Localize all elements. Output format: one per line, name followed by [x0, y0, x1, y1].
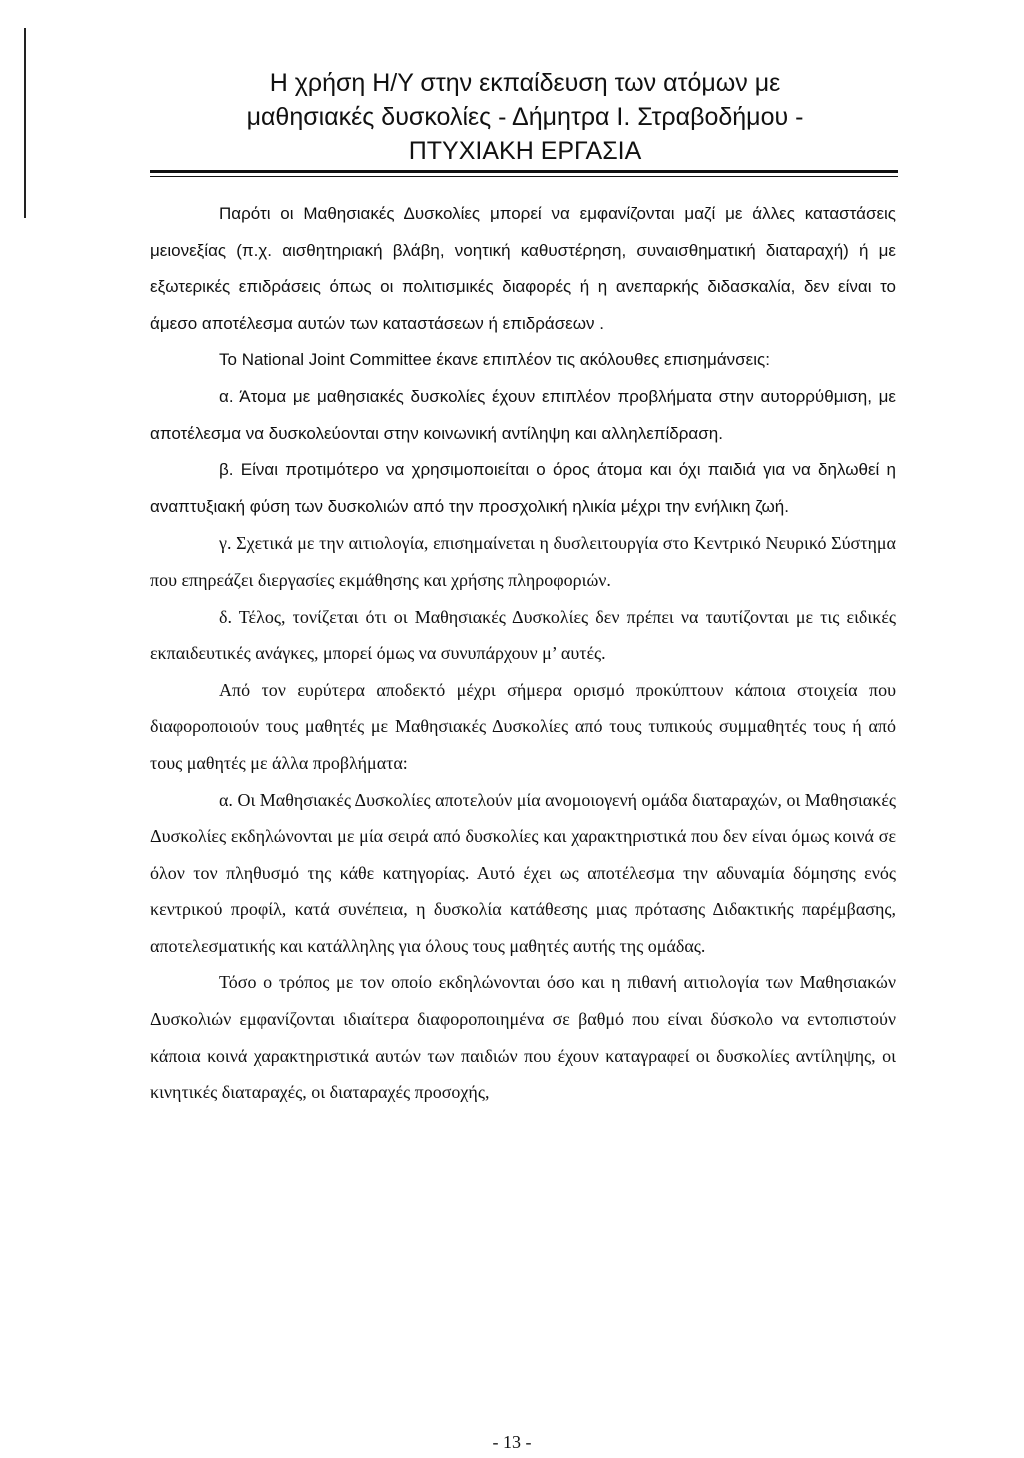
page-number: - 13 - [492, 1432, 532, 1452]
header-line-3: ΠΤΥΧΙΑΚΗ ΕΡΓΑΣΙΑ [408, 137, 642, 165]
paragraph-1: Παρότι οι Μαθησιακές Δυσκολίες μπορεί να εμφανίζονται μαζί με άλλες καταστάσεις μειονεξίας (π.χ. αισθητηριακή βλάβη, νοητική καθυστέρηση, συναισθηματική διαταραχή) ή με εξωτερικές επιδράσεις όπως οι πολιτισμικές διαφορές ή η ανεπαρκής διδασκαλία, δεν είναι το άμεσο αποτέλεσμα αυτών των καταστάσεων ή επιδράσεων . [150, 204, 896, 333]
paragraph-3: α. Άτομα με μαθησιακές δυσκολίες έχουν επιπλέον προβλήματα στην αυτορρύθμιση, με αποτέλεσμα να δυσκολεύονται στην κοινωνική αντίληψη και αλληλεπίδραση. [150, 386, 896, 443]
header-rule-thin [150, 176, 898, 177]
paragraph-8: α. Οι Μαθησιακές Δυσκολίες αποτελούν μία ανομοιογενή ομάδα διαταραχών, οι Μαθησιακές Δυσκολίες εκδηλώνονται με μία σειρά από δυσκολίες και χαρακτηριστικά που δεν είναι όμως κοινά σε όλον τον πληθυσμό της κάθε κατηγορίας. Αυτό έχει ως αποτέλεσμα την αδυναμία δόμησης ενός κεντρικού προφίλ, κατά συνέπεια, η δυσκολία κατάθεσης μιας πρότασης Διδακτικής παρέμβασης, αποτελεσματικής και κατάλληλης για όλους τους μαθητές αυτής της ομάδας. [150, 789, 896, 956]
margin-rule [24, 28, 26, 218]
paragraph-9: Τόσο ο τρόπος με τον οποίο εκδηλώνονται όσο και η πιθανή αιτιολογία των Μαθησιακών Δυσκολιών εμφανίζονται ιδιαίτερα διαφοροποιημένα σε βαθμό που είναι δύσκολο να εντοπιστούν κάποια κοινά χαρακτηριστικά αυτών των παιδιών που έχουν καταγραφεί οι δυσκολίες αντίληψης, οι κινητικές διαταραχές, οι διαταραχές προσοχής, [150, 972, 896, 1103]
body-text [150, 196, 896, 1111]
paragraph-5: γ. Σχετικά με την αιτιολογία, επισημαίνεται η δυσλειτουργία στο Κεντρικό Νευρικό Σύστημα που επηρεάζει διεργασίες εκμάθησης και χρήσης πληροφοριών. [150, 533, 896, 590]
header-line-1: Η χρήση Η/Υ στην εκπαίδευση των ατόμων με [269, 69, 781, 97]
paragraph-6: δ. Τέλος, τονίζεται ότι οι Μαθησιακές Δυσκολίες δεν πρέπει να ταυτίζονται με τις ειδικές εκπαιδευτικές ανάγκες, μπορεί όμως να συνυπάρχουν μ’ αυτές. [150, 606, 896, 664]
header-line-2: μαθησιακές δυσκολίες - Δήμητρα Ι. Στραβοδήμου - [246, 103, 804, 131]
running-header [150, 66, 900, 168]
header-rule [150, 170, 898, 173]
paragraph-7: Από τον ευρύτερα αποδεκτό μέχρι σήμερα ορισμό προκύπτουν κάποια στοιχεία που διαφοροποιούν τους μαθητές με Μαθησιακές Δυσκολίες από τους τυπικούς συμμαθητές τους ή από τους μαθητές με άλλα προβλήματα: [150, 679, 896, 773]
paragraph-4: β. Είναι προτιμότερο να χρησιμοποιείται ο όρος άτομα και όχι παιδιά για να δηλωθεί η αναπτυξιακή φύση των δυσκολιών από την προσχολική ηλικία μέχρι την ενήλικη ζωή. [150, 460, 896, 516]
paragraph-2: Το National Joint Committee έκανε επιπλέον τις ακόλουθες επισημάνσεις: [219, 350, 770, 370]
